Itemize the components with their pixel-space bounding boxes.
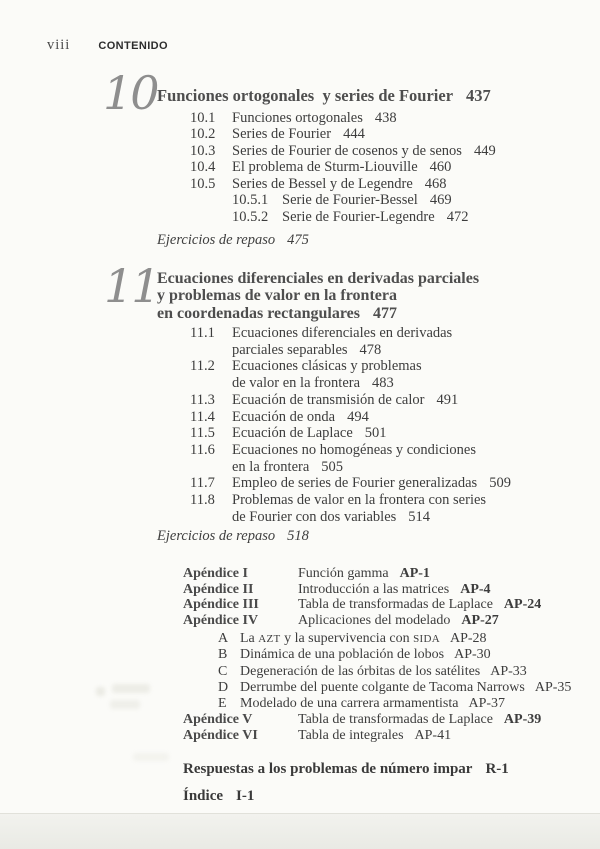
item-page: AP-28: [450, 631, 487, 646]
bleed-through-smudge: [112, 684, 150, 693]
chapter-11-sections: [190, 325, 590, 525]
review-page: 518: [287, 528, 309, 544]
section-title: Serie de Fourier-Legendre: [282, 208, 435, 225]
item-title: Derrumbe del puente colgante de Tacoma Narrows: [240, 679, 525, 695]
chapter-10-sections: [190, 110, 590, 225]
section-number: 11.3: [190, 391, 215, 408]
section-number: 11.1: [190, 325, 215, 341]
item-page: AP-35: [534, 679, 572, 695]
appendix-page: AP-4: [460, 581, 491, 597]
index-page: I-1: [236, 788, 255, 804]
section-title-line2: de Fourier con dos variables: [232, 508, 397, 525]
section-number: 10.5.2: [232, 208, 269, 225]
toc-subentry: [232, 209, 590, 225]
index-label: Índice: [183, 788, 224, 804]
toc-entry: [190, 358, 590, 391]
item-letter: D: [218, 679, 229, 695]
item-letter: B: [218, 647, 228, 663]
toc-entry: [190, 126, 590, 142]
section-page: 444: [343, 126, 365, 143]
toc-entry: [190, 425, 590, 442]
chapter-10-title-text: Funciones ortogonales y series de Fourier: [157, 86, 454, 105]
appendix-page: AP-1: [399, 566, 430, 581]
chapter-11-title-line3: en coordenadas rectangulares: [157, 304, 360, 322]
toc-entry: [190, 442, 590, 475]
appendix-entry: [183, 613, 583, 629]
section-title: Series de Fourier de cosenos y de senos: [232, 142, 462, 159]
page-header: [47, 36, 168, 54]
appendix-entry: [183, 728, 583, 744]
section-page: 483: [372, 375, 394, 392]
item-page: AP-37: [468, 696, 506, 712]
appendix-page: AP-27: [461, 613, 499, 629]
section-title: Serie de Fourier-Bessel: [282, 192, 418, 209]
section-page: 514: [408, 508, 431, 525]
appendix-label: Apéndice I: [183, 566, 248, 581]
chapter-11-title-line2: y problemas de valor en la frontera: [157, 287, 397, 305]
chapter-10-review-exercises: [157, 232, 309, 249]
chapter-11-page: 477: [372, 304, 397, 322]
section-title: Series de Fourier: [232, 126, 332, 143]
section-page: 438: [374, 110, 397, 126]
appendix-title: Tabla de transformadas de Laplace: [298, 712, 493, 727]
chapter-10-title: [157, 87, 587, 104]
section-title: Empleo de series de Fourier generalizadas: [232, 475, 478, 492]
answers-label: Respuestas a los problemas de número impar: [183, 761, 473, 777]
appendix-label: Apéndice II: [183, 581, 254, 597]
index-entry: [183, 788, 254, 805]
section-title: Funciones ortogonales: [232, 110, 363, 126]
page-bottom-edge: [0, 813, 600, 849]
appendix-entry: [183, 566, 583, 582]
section-title-line1: Ecuaciones diferenciales en derivadas: [232, 325, 453, 341]
item-title: Degeneración de las órbitas de los satélites: [240, 663, 481, 679]
section-page: 468: [424, 175, 447, 192]
section-page: 472: [446, 208, 469, 225]
bleed-through-smudge: [110, 700, 140, 709]
section-page: 501: [364, 425, 387, 442]
appendix-page: AP-41: [414, 727, 452, 743]
appendix-title: Tabla de transformadas de Laplace: [298, 597, 493, 613]
appendix-title: Función gamma: [298, 566, 389, 581]
section-title: Ecuación de Laplace: [232, 425, 353, 442]
chapter-11-number: 11: [104, 259, 159, 313]
section-number: 10.3: [190, 142, 216, 159]
appendix-entry: [183, 582, 583, 598]
section-number: 11.6: [190, 441, 215, 458]
chapter-11-title-line1: Ecuaciones diferenciales en derivadas parciales: [157, 270, 480, 287]
chapter-11-review-exercises: [157, 528, 309, 545]
section-title-line2: de valor en la frontera: [232, 375, 361, 392]
section-title: Ecuación de transmisión de calor: [232, 391, 425, 408]
section-page: 509: [489, 475, 511, 492]
appendix-title: Aplicaciones del modelado: [298, 613, 451, 629]
review-page: 475: [287, 232, 309, 248]
section-number: 11.8: [190, 492, 215, 509]
chapter-11-title: [157, 270, 587, 322]
item-letter: A: [218, 631, 229, 646]
section-number: 11.4: [190, 408, 215, 425]
toc-entry: [190, 475, 590, 492]
toc-entry: [190, 143, 590, 159]
section-title: El problema de Sturm-Liouville: [232, 159, 418, 176]
toc-entry: [190, 392, 590, 409]
bleed-through-smudge: [133, 753, 169, 761]
toc-subentry: [232, 192, 590, 208]
item-letter: C: [218, 663, 228, 679]
appendix-title: Tabla de integrales: [298, 727, 404, 743]
section-title-line1: Problemas de valor en la frontera con series: [232, 492, 487, 509]
section-title: Ecuación de onda: [232, 408, 336, 425]
section-title-line2: en la frontera: [232, 458, 310, 475]
item-title: Modelado de una carrera armamentista: [240, 696, 459, 712]
section-number: 11.7: [190, 475, 215, 492]
section-page: 478: [359, 341, 382, 358]
appendix-iv-item: [218, 696, 588, 712]
toc-entry: [190, 409, 590, 426]
section-number: 10.4: [190, 159, 216, 176]
section-number: 10.2: [190, 126, 216, 143]
acronym-sida: SIDA: [413, 633, 440, 645]
appendix-page: AP-39: [503, 712, 542, 727]
appendix-label: Apéndice V: [183, 712, 253, 727]
toc-entry: [190, 325, 590, 358]
section-title: Series de Bessel y de Legendre: [232, 175, 413, 192]
review-label: Ejercicios de repaso: [157, 528, 276, 544]
appendix-iv-items: [218, 631, 588, 712]
section-page: 491: [436, 391, 459, 408]
appendix-label: Apéndice VI: [183, 727, 258, 743]
appendix-label: Apéndice III: [183, 597, 259, 613]
appendix-label: Apéndice IV: [183, 613, 259, 629]
running-title: CONTENIDO: [98, 40, 168, 52]
section-page: 449: [473, 142, 496, 159]
section-number: 11.2: [190, 358, 215, 375]
item-letter: E: [218, 696, 227, 712]
section-title-line2: parciales separables: [232, 341, 348, 358]
section-title-line1: Ecuaciones clásicas y problemas: [232, 358, 422, 375]
appendix-list: [183, 566, 583, 629]
appendix-iv-item: [218, 680, 588, 696]
section-number: 10.1: [190, 110, 216, 126]
toc-entry: [190, 176, 590, 192]
chapter-10-page: 437: [466, 86, 491, 105]
section-number: 10.5.1: [232, 192, 269, 209]
section-page: 460: [429, 159, 452, 176]
appendix-iv-item: [218, 664, 588, 680]
bleed-through-smudge: [96, 687, 105, 696]
toc-entry: [190, 159, 590, 175]
review-label: Ejercicios de repaso: [157, 232, 276, 248]
section-page: 469: [429, 192, 452, 209]
folio-page-number: viii: [47, 37, 71, 53]
appendix-iv-item: A La AZT y la supervivencia con SIDA AP-28: [218, 631, 487, 646]
appendix-entry: [183, 597, 583, 613]
answers-page: R-1: [485, 761, 509, 777]
toc-entry: [190, 110, 590, 126]
answers-entry: [183, 761, 509, 778]
appendix-page: AP-24: [503, 597, 542, 613]
section-number: 11.5: [190, 425, 215, 442]
appendix-entry: [183, 712, 583, 728]
item-title: Dinámica de una población de lobos: [240, 647, 445, 663]
toc-entry: [190, 492, 590, 525]
item-page: AP-30: [454, 647, 491, 663]
appendix-list-tail: [183, 712, 583, 744]
chapter-10-number: 10: [103, 66, 158, 120]
section-title-line1: Ecuaciones no homogéneas y condiciones: [232, 441, 477, 458]
section-number: 10.5: [190, 175, 216, 192]
acronym-azt: AZT: [258, 633, 281, 645]
item-page: AP-33: [490, 663, 527, 679]
appendix-iv-item: [218, 647, 588, 663]
section-page: 505: [321, 458, 344, 475]
section-page: 494: [347, 408, 369, 425]
appendix-title: Introducción a las matrices: [298, 581, 450, 597]
